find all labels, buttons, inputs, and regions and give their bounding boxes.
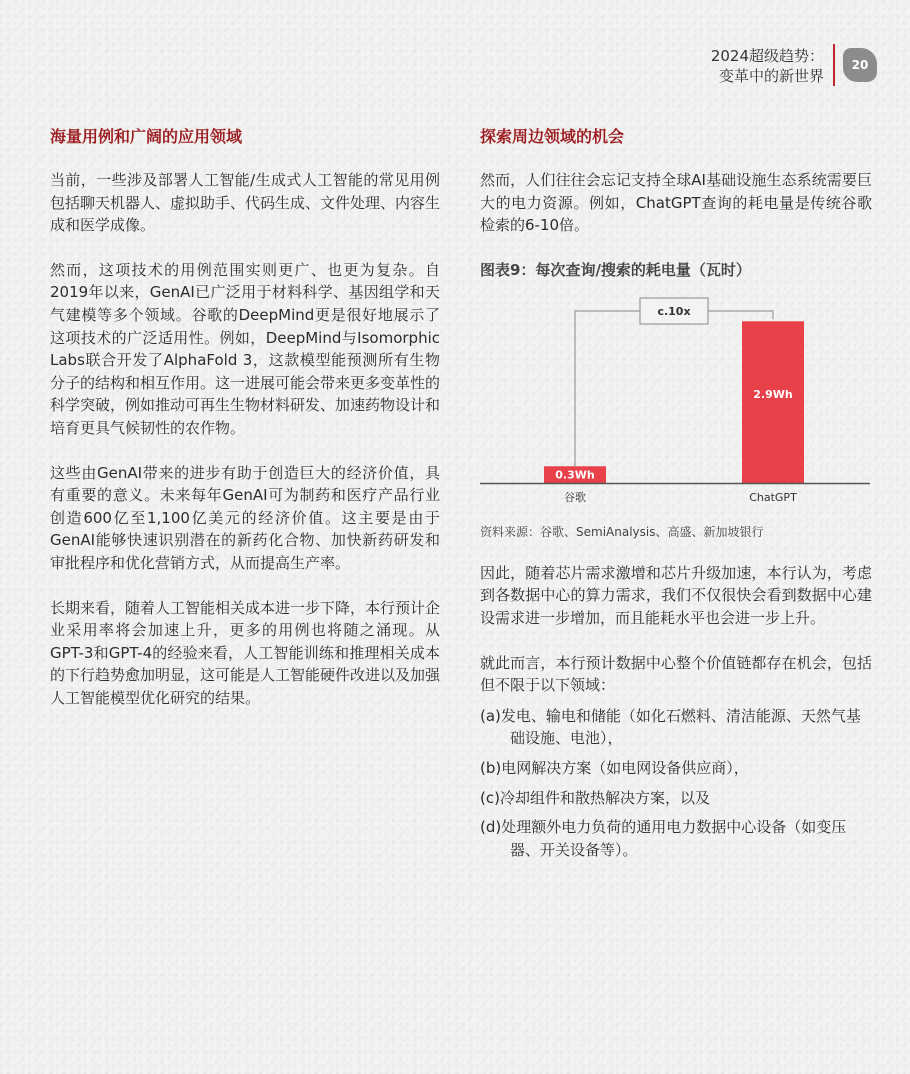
annotation-label: c.10x	[657, 304, 691, 318]
bar-1	[742, 321, 804, 483]
energy-chart	[480, 289, 870, 517]
annotation-connector-right	[708, 311, 773, 319]
left-column	[50, 126, 440, 731]
bar-value-label-1: 2.9Wh	[753, 387, 793, 401]
list-item: (d)处理额外电力负荷的通用电力数据中心设备（如变压器、开关设备等）。	[480, 818, 847, 859]
x-tick-label-0: 谷歌	[564, 490, 586, 504]
page-number: 20	[843, 48, 877, 82]
paragraph: 当前，一些涉及部署人工智能/生成式人工智能的常见用例包括聊天机器人、虚拟助手、代码生成、文件处理、内容生成和医学成像。	[50, 171, 441, 235]
x-tick-label-1: ChatGPT	[749, 490, 797, 504]
paragraph: 因此，随着芯片需求激增和芯片升级加速，本行认为，考虑到各数据中心的算力需求，我们不仅很快会看到数据中心建设需求进一步增加，而且能耗水平也会进一步上升。	[480, 563, 872, 627]
report-title-line2: 变革中的新世界	[718, 67, 824, 85]
list-item: (c)冷却组件和散热解决方案，以及	[480, 788, 710, 807]
header-divider	[833, 44, 835, 86]
report-title	[711, 46, 824, 86]
chart-caption: 图表9：每次查询/搜索的耗电量（瓦时）	[480, 260, 751, 279]
list-item: (a)发电、输电和储能（如化石燃料、清洁能源、天然气基础设施、电池），	[480, 706, 861, 748]
section-title-use-cases: 海量用例和广阔的应用领域	[50, 127, 243, 146]
annotation-connector-left	[575, 311, 640, 466]
paragraph: 然而，人们往往会忘记支持全球AI基础设施生态系统需要巨大的电力资源。例如，ChatGPT查询的耗电量是传统谷歌检索的6-10倍。	[480, 171, 872, 235]
list-item: (b)电网解决方案（如电网设备供应商），	[480, 758, 749, 777]
paragraph: 就此而言，本行预计数据中心整个价值链都存在机会，包括但不限于以下领域：	[480, 653, 872, 695]
paragraph: 长期来看，随着人工智能相关成本进一步下降，本行预计企业采用率将会加速上升，更多的用例也将随之涌现。从GPT-3和GPT-4的经验来看，人工智能训练和推理相关成本的下行趋势愈加明显，这可能是人工智能硬件改进以及加强人工智能模型优化研究的结果。	[50, 598, 441, 707]
bar-value-label-0: 0.3Wh	[555, 468, 595, 482]
paragraph: 这些由GenAI带来的进步有助于创造巨大的经济价值，具有重要的意义。未来每年GenAI可为制药和医疗产品行业创造600亿至1,100亿美元的经济价值。这主要是由于GenAI能够快速识别潜在的新药化合物、加快新药研发和审批程序和优化营销方式，从而提高生产率。	[50, 463, 440, 572]
right-column	[480, 126, 872, 868]
chart-source: 资料来源：谷歌、SemiAnalysis、高盛、新加坡银行	[480, 524, 764, 539]
energy-chart-svg	[480, 289, 870, 517]
report-title-line1: 2024超级趋势：	[710, 47, 824, 65]
section-title-opportunities: 探索周边领域的机会	[480, 127, 625, 146]
paragraph: 然而，这项技术的用例范围实则更广、也更为复杂。自2019年以来，GenAI已广泛用于材料科学、基因组学和天气建模等多个领域。谷歌的DeepMind更是很好地展示了这项技术的广泛适用性。例如，DeepMind与Isomorphic Labs联合开发了AlphaFold 3，这款模型能预测所有生物分子的结构和相互作用。这一进展可能会带来更多变革性的科学突破，例如推动可再生生物材料研发、加速药物设计和培育更具气候韧性的农作物。	[50, 260, 441, 437]
